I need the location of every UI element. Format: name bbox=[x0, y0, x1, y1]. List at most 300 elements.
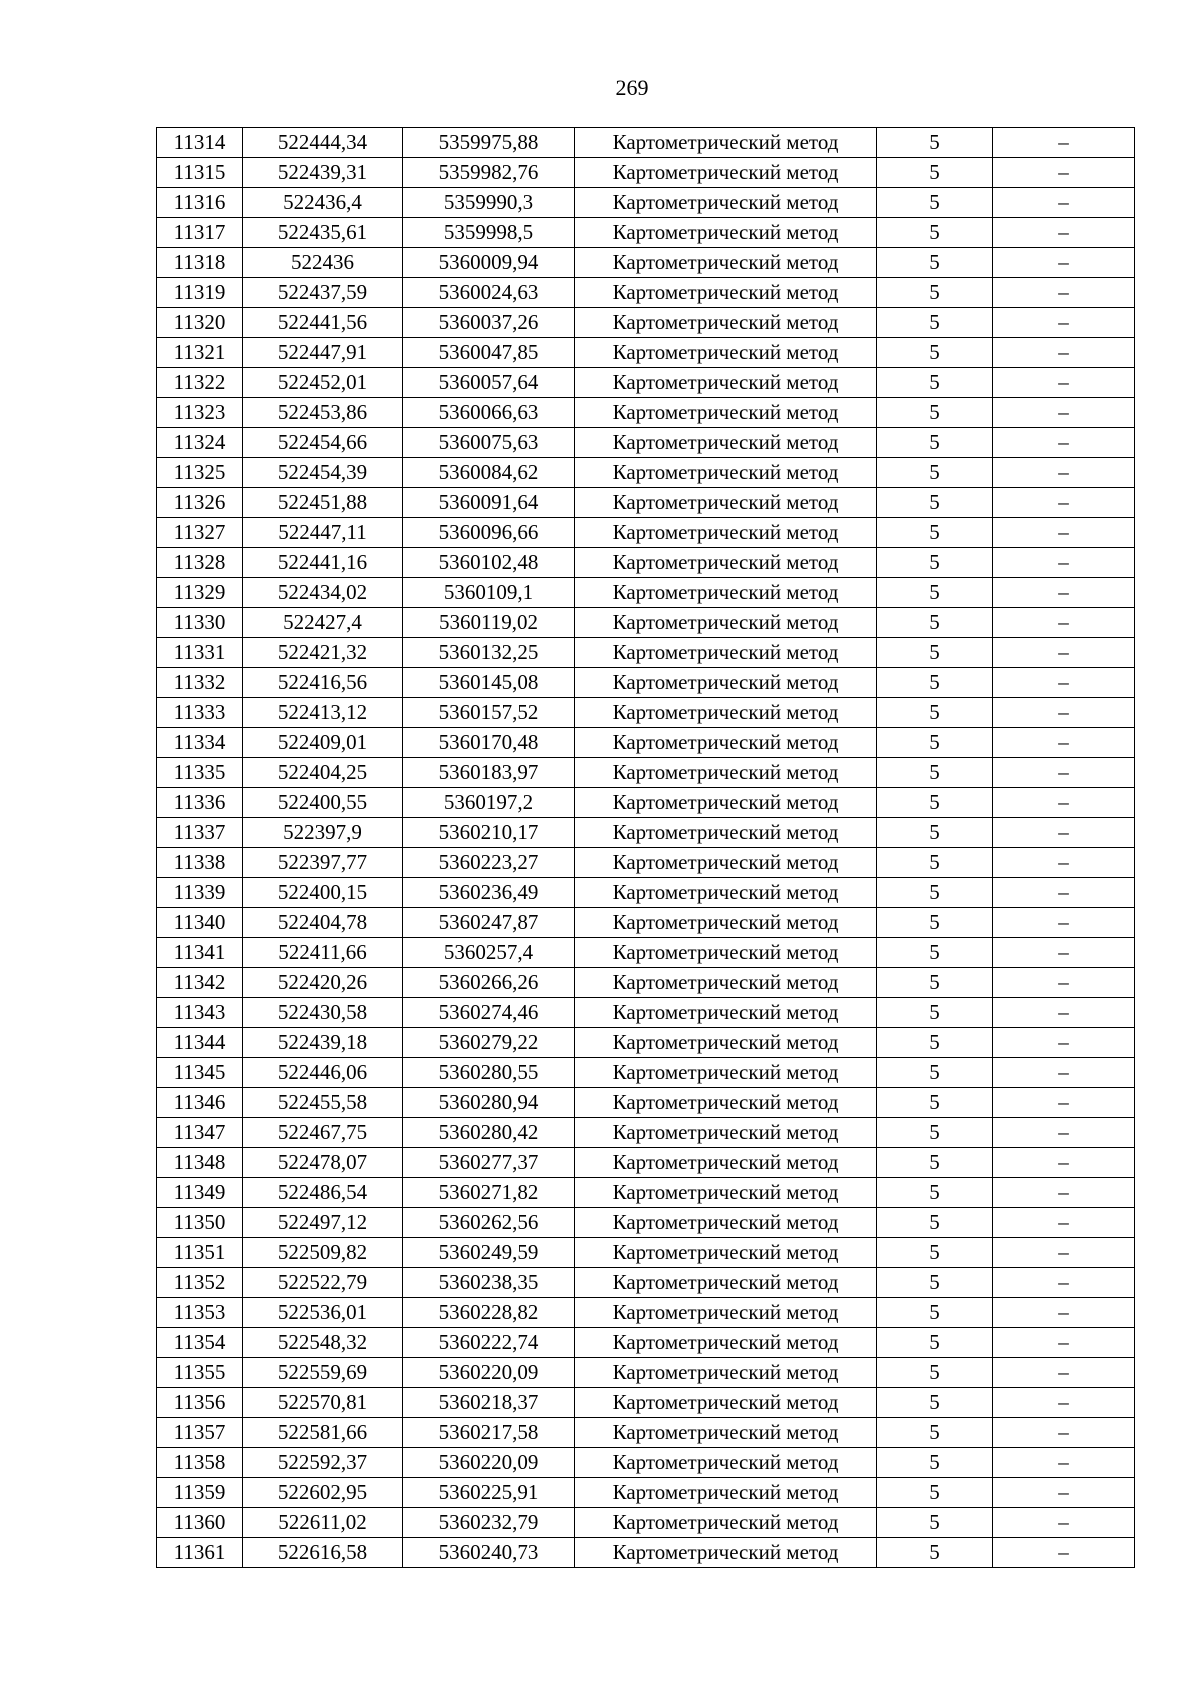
x-coordinate-cell: 522447,91 bbox=[243, 338, 403, 368]
method-cell: Картометрический метод bbox=[575, 1118, 877, 1148]
method-cell: Картометрический метод bbox=[575, 608, 877, 638]
table-row bbox=[157, 1478, 1135, 1508]
description-cell: – bbox=[993, 638, 1135, 668]
accuracy-cell: 5 bbox=[877, 1118, 993, 1148]
accuracy-cell: 5 bbox=[877, 698, 993, 728]
y-coordinate-cell: 5359998,5 bbox=[403, 218, 575, 248]
table-row bbox=[157, 698, 1135, 728]
y-coordinate-cell: 5360066,63 bbox=[403, 398, 575, 428]
x-coordinate-cell: 522439,31 bbox=[243, 158, 403, 188]
x-coordinate-cell: 522509,82 bbox=[243, 1238, 403, 1268]
description-cell: – bbox=[993, 458, 1135, 488]
table-row bbox=[157, 818, 1135, 848]
y-coordinate-cell: 5360132,25 bbox=[403, 638, 575, 668]
table-row bbox=[157, 968, 1135, 998]
description-cell: – bbox=[993, 1298, 1135, 1328]
y-coordinate-cell: 5360222,74 bbox=[403, 1328, 575, 1358]
x-coordinate-cell: 522452,01 bbox=[243, 368, 403, 398]
point-number-cell: 11356 bbox=[157, 1388, 243, 1418]
accuracy-cell: 5 bbox=[877, 248, 993, 278]
x-coordinate-cell: 522409,01 bbox=[243, 728, 403, 758]
y-coordinate-cell: 5360240,73 bbox=[403, 1538, 575, 1568]
x-coordinate-cell: 522453,86 bbox=[243, 398, 403, 428]
table-row bbox=[157, 338, 1135, 368]
x-coordinate-cell: 522430,58 bbox=[243, 998, 403, 1028]
method-cell: Картометрический метод bbox=[575, 1418, 877, 1448]
point-number-cell: 11348 bbox=[157, 1148, 243, 1178]
y-coordinate-cell: 5360280,55 bbox=[403, 1058, 575, 1088]
y-coordinate-cell: 5360280,94 bbox=[403, 1088, 575, 1118]
description-cell: – bbox=[993, 308, 1135, 338]
method-cell: Картометрический метод bbox=[575, 1178, 877, 1208]
description-cell: – bbox=[993, 398, 1135, 428]
table-row bbox=[157, 908, 1135, 938]
accuracy-cell: 5 bbox=[877, 1148, 993, 1178]
point-number-cell: 11357 bbox=[157, 1418, 243, 1448]
y-coordinate-cell: 5360197,2 bbox=[403, 788, 575, 818]
table-row bbox=[157, 1208, 1135, 1238]
y-coordinate-cell: 5360075,63 bbox=[403, 428, 575, 458]
method-cell: Картометрический метод bbox=[575, 1268, 877, 1298]
table-row bbox=[157, 1148, 1135, 1178]
accuracy-cell: 5 bbox=[877, 818, 993, 848]
description-cell: – bbox=[993, 1148, 1135, 1178]
description-cell: – bbox=[993, 518, 1135, 548]
description-cell: – bbox=[993, 908, 1135, 938]
coordinates-table-body bbox=[157, 128, 1135, 1568]
x-coordinate-cell: 522400,55 bbox=[243, 788, 403, 818]
accuracy-cell: 5 bbox=[877, 158, 993, 188]
point-number-cell: 11317 bbox=[157, 218, 243, 248]
table-row bbox=[157, 1418, 1135, 1448]
y-coordinate-cell: 5360249,59 bbox=[403, 1238, 575, 1268]
y-coordinate-cell: 5360119,02 bbox=[403, 608, 575, 638]
y-coordinate-cell: 5360009,94 bbox=[403, 248, 575, 278]
table-row bbox=[157, 1028, 1135, 1058]
y-coordinate-cell: 5360057,64 bbox=[403, 368, 575, 398]
x-coordinate-cell: 522404,25 bbox=[243, 758, 403, 788]
method-cell: Картометрический метод bbox=[575, 1358, 877, 1388]
description-cell: – bbox=[993, 188, 1135, 218]
x-coordinate-cell: 522559,69 bbox=[243, 1358, 403, 1388]
accuracy-cell: 5 bbox=[877, 668, 993, 698]
x-coordinate-cell: 522522,79 bbox=[243, 1268, 403, 1298]
method-cell: Картометрический метод bbox=[575, 1148, 877, 1178]
point-number-cell: 11344 bbox=[157, 1028, 243, 1058]
table-row bbox=[157, 368, 1135, 398]
y-coordinate-cell: 5360102,48 bbox=[403, 548, 575, 578]
method-cell: Картометрический метод bbox=[575, 1058, 877, 1088]
accuracy-cell: 5 bbox=[877, 1178, 993, 1208]
method-cell: Картометрический метод bbox=[575, 1508, 877, 1538]
accuracy-cell: 5 bbox=[877, 1388, 993, 1418]
point-number-cell: 11328 bbox=[157, 548, 243, 578]
point-number-cell: 11336 bbox=[157, 788, 243, 818]
y-coordinate-cell: 5360266,26 bbox=[403, 968, 575, 998]
point-number-cell: 11350 bbox=[157, 1208, 243, 1238]
y-coordinate-cell: 5360024,63 bbox=[403, 278, 575, 308]
y-coordinate-cell: 5360271,82 bbox=[403, 1178, 575, 1208]
point-number-cell: 11353 bbox=[157, 1298, 243, 1328]
description-cell: – bbox=[993, 1418, 1135, 1448]
description-cell: – bbox=[993, 1208, 1135, 1238]
x-coordinate-cell: 522427,4 bbox=[243, 608, 403, 638]
y-coordinate-cell: 5360236,49 bbox=[403, 878, 575, 908]
table-row bbox=[157, 518, 1135, 548]
method-cell: Картометрический метод bbox=[575, 1388, 877, 1418]
point-number-cell: 11332 bbox=[157, 668, 243, 698]
description-cell: – bbox=[993, 878, 1135, 908]
point-number-cell: 11338 bbox=[157, 848, 243, 878]
description-cell: – bbox=[993, 1538, 1135, 1568]
table-row bbox=[157, 638, 1135, 668]
accuracy-cell: 5 bbox=[877, 728, 993, 758]
method-cell: Картометрический метод bbox=[575, 998, 877, 1028]
y-coordinate-cell: 5360220,09 bbox=[403, 1448, 575, 1478]
coordinates-table bbox=[156, 127, 1135, 1568]
method-cell: Картометрический метод bbox=[575, 1238, 877, 1268]
point-number-cell: 11324 bbox=[157, 428, 243, 458]
description-cell: – bbox=[993, 728, 1135, 758]
method-cell: Картометрический метод bbox=[575, 128, 877, 158]
x-coordinate-cell: 522436,4 bbox=[243, 188, 403, 218]
x-coordinate-cell: 522446,06 bbox=[243, 1058, 403, 1088]
table-row bbox=[157, 728, 1135, 758]
table-row bbox=[157, 668, 1135, 698]
y-coordinate-cell: 5360145,08 bbox=[403, 668, 575, 698]
y-coordinate-cell: 5360037,26 bbox=[403, 308, 575, 338]
y-coordinate-cell: 5360170,48 bbox=[403, 728, 575, 758]
point-number-cell: 11360 bbox=[157, 1508, 243, 1538]
y-coordinate-cell: 5360091,64 bbox=[403, 488, 575, 518]
x-coordinate-cell: 522411,66 bbox=[243, 938, 403, 968]
accuracy-cell: 5 bbox=[877, 278, 993, 308]
y-coordinate-cell: 5360157,52 bbox=[403, 698, 575, 728]
description-cell: – bbox=[993, 608, 1135, 638]
table-row bbox=[157, 1088, 1135, 1118]
x-coordinate-cell: 522441,56 bbox=[243, 308, 403, 338]
accuracy-cell: 5 bbox=[877, 1418, 993, 1448]
table-row bbox=[157, 548, 1135, 578]
point-number-cell: 11354 bbox=[157, 1328, 243, 1358]
page-number: 269 bbox=[615, 75, 649, 100]
table-row bbox=[157, 938, 1135, 968]
description-cell: – bbox=[993, 428, 1135, 458]
point-number-cell: 11329 bbox=[157, 578, 243, 608]
accuracy-cell: 5 bbox=[877, 308, 993, 338]
accuracy-cell: 5 bbox=[877, 218, 993, 248]
description-cell: – bbox=[993, 848, 1135, 878]
description-cell: – bbox=[993, 578, 1135, 608]
description-cell: – bbox=[993, 938, 1135, 968]
method-cell: Картометрический метод bbox=[575, 338, 877, 368]
description-cell: – bbox=[993, 1028, 1135, 1058]
method-cell: Картометрический метод bbox=[575, 698, 877, 728]
table-row bbox=[157, 1268, 1135, 1298]
method-cell: Картометрический метод bbox=[575, 488, 877, 518]
method-cell: Картометрический метод bbox=[575, 638, 877, 668]
x-coordinate-cell: 522592,37 bbox=[243, 1448, 403, 1478]
point-number-cell: 11319 bbox=[157, 278, 243, 308]
x-coordinate-cell: 522421,32 bbox=[243, 638, 403, 668]
method-cell: Картометрический метод bbox=[575, 668, 877, 698]
point-number-cell: 11346 bbox=[157, 1088, 243, 1118]
x-coordinate-cell: 522467,75 bbox=[243, 1118, 403, 1148]
table-row bbox=[157, 1358, 1135, 1388]
description-cell: – bbox=[993, 1178, 1135, 1208]
point-number-cell: 11335 bbox=[157, 758, 243, 788]
description-cell: – bbox=[993, 1088, 1135, 1118]
y-coordinate-cell: 5360217,58 bbox=[403, 1418, 575, 1448]
table-row bbox=[157, 1448, 1135, 1478]
y-coordinate-cell: 5359990,3 bbox=[403, 188, 575, 218]
point-number-cell: 11349 bbox=[157, 1178, 243, 1208]
accuracy-cell: 5 bbox=[877, 1058, 993, 1088]
accuracy-cell: 5 bbox=[877, 578, 993, 608]
accuracy-cell: 5 bbox=[877, 1028, 993, 1058]
x-coordinate-cell: 522451,88 bbox=[243, 488, 403, 518]
description-cell: – bbox=[993, 668, 1135, 698]
table-row bbox=[157, 1238, 1135, 1268]
method-cell: Картометрический метод bbox=[575, 518, 877, 548]
x-coordinate-cell: 522581,66 bbox=[243, 1418, 403, 1448]
accuracy-cell: 5 bbox=[877, 368, 993, 398]
description-cell: – bbox=[993, 1358, 1135, 1388]
method-cell: Картометрический метод bbox=[575, 218, 877, 248]
point-number-cell: 11345 bbox=[157, 1058, 243, 1088]
method-cell: Картометрический метод bbox=[575, 758, 877, 788]
y-coordinate-cell: 5360257,4 bbox=[403, 938, 575, 968]
method-cell: Картометрический метод bbox=[575, 788, 877, 818]
accuracy-cell: 5 bbox=[877, 908, 993, 938]
y-coordinate-cell: 5360109,1 bbox=[403, 578, 575, 608]
accuracy-cell: 5 bbox=[877, 428, 993, 458]
description-cell: – bbox=[993, 368, 1135, 398]
accuracy-cell: 5 bbox=[877, 998, 993, 1028]
accuracy-cell: 5 bbox=[877, 1538, 993, 1568]
x-coordinate-cell: 522536,01 bbox=[243, 1298, 403, 1328]
description-cell: – bbox=[993, 758, 1135, 788]
y-coordinate-cell: 5360238,35 bbox=[403, 1268, 575, 1298]
point-number-cell: 11361 bbox=[157, 1538, 243, 1568]
description-cell: – bbox=[993, 1058, 1135, 1088]
y-coordinate-cell: 5360247,87 bbox=[403, 908, 575, 938]
method-cell: Картометрический метод bbox=[575, 428, 877, 458]
accuracy-cell: 5 bbox=[877, 518, 993, 548]
point-number-cell: 11355 bbox=[157, 1358, 243, 1388]
table-row bbox=[157, 248, 1135, 278]
y-coordinate-cell: 5360225,91 bbox=[403, 1478, 575, 1508]
y-coordinate-cell: 5360232,79 bbox=[403, 1508, 575, 1538]
table-row bbox=[157, 1178, 1135, 1208]
description-cell: – bbox=[993, 278, 1135, 308]
table-row bbox=[157, 128, 1135, 158]
method-cell: Картометрический метод bbox=[575, 968, 877, 998]
x-coordinate-cell: 522486,54 bbox=[243, 1178, 403, 1208]
x-coordinate-cell: 522413,12 bbox=[243, 698, 403, 728]
description-cell: – bbox=[993, 788, 1135, 818]
table-row bbox=[157, 188, 1135, 218]
method-cell: Картометрический метод bbox=[575, 188, 877, 218]
table-row bbox=[157, 1538, 1135, 1568]
x-coordinate-cell: 522397,9 bbox=[243, 818, 403, 848]
method-cell: Картометрический метод bbox=[575, 728, 877, 758]
y-coordinate-cell: 5360183,97 bbox=[403, 758, 575, 788]
point-number-cell: 11327 bbox=[157, 518, 243, 548]
point-number-cell: 11341 bbox=[157, 938, 243, 968]
method-cell: Картометрический метод bbox=[575, 1208, 877, 1238]
table-row bbox=[157, 1508, 1135, 1538]
accuracy-cell: 5 bbox=[877, 758, 993, 788]
table-row bbox=[157, 788, 1135, 818]
y-coordinate-cell: 5360277,37 bbox=[403, 1148, 575, 1178]
table-row bbox=[157, 458, 1135, 488]
description-cell: – bbox=[993, 1508, 1135, 1538]
accuracy-cell: 5 bbox=[877, 398, 993, 428]
y-coordinate-cell: 5360274,46 bbox=[403, 998, 575, 1028]
description-cell: – bbox=[993, 1388, 1135, 1418]
x-coordinate-cell: 522454,66 bbox=[243, 428, 403, 458]
accuracy-cell: 5 bbox=[877, 1208, 993, 1238]
description-cell: – bbox=[993, 1118, 1135, 1148]
table-row bbox=[157, 878, 1135, 908]
table-row bbox=[157, 1058, 1135, 1088]
x-coordinate-cell: 522420,26 bbox=[243, 968, 403, 998]
x-coordinate-cell: 522602,95 bbox=[243, 1478, 403, 1508]
x-coordinate-cell: 522434,02 bbox=[243, 578, 403, 608]
table-row bbox=[157, 1388, 1135, 1418]
x-coordinate-cell: 522437,59 bbox=[243, 278, 403, 308]
accuracy-cell: 5 bbox=[877, 1298, 993, 1328]
method-cell: Картометрический метод bbox=[575, 278, 877, 308]
point-number-cell: 11333 bbox=[157, 698, 243, 728]
table-row bbox=[157, 998, 1135, 1028]
method-cell: Картометрический метод bbox=[575, 578, 877, 608]
method-cell: Картометрический метод bbox=[575, 938, 877, 968]
x-coordinate-cell: 522570,81 bbox=[243, 1388, 403, 1418]
accuracy-cell: 5 bbox=[877, 1088, 993, 1118]
y-coordinate-cell: 5360262,56 bbox=[403, 1208, 575, 1238]
point-number-cell: 11322 bbox=[157, 368, 243, 398]
x-coordinate-cell: 522548,32 bbox=[243, 1328, 403, 1358]
point-number-cell: 11347 bbox=[157, 1118, 243, 1148]
table-row bbox=[157, 758, 1135, 788]
method-cell: Картометрический метод bbox=[575, 848, 877, 878]
y-coordinate-cell: 5360220,09 bbox=[403, 1358, 575, 1388]
method-cell: Картометрический метод bbox=[575, 548, 877, 578]
x-coordinate-cell: 522397,77 bbox=[243, 848, 403, 878]
method-cell: Картометрический метод bbox=[575, 248, 877, 278]
method-cell: Картометрический метод bbox=[575, 818, 877, 848]
description-cell: – bbox=[993, 488, 1135, 518]
point-number-cell: 11316 bbox=[157, 188, 243, 218]
accuracy-cell: 5 bbox=[877, 938, 993, 968]
y-coordinate-cell: 5360210,17 bbox=[403, 818, 575, 848]
x-coordinate-cell: 522404,78 bbox=[243, 908, 403, 938]
method-cell: Картометрический метод bbox=[575, 368, 877, 398]
table-row bbox=[157, 158, 1135, 188]
x-coordinate-cell: 522416,56 bbox=[243, 668, 403, 698]
x-coordinate-cell: 522435,61 bbox=[243, 218, 403, 248]
table-row bbox=[157, 1328, 1135, 1358]
point-number-cell: 11323 bbox=[157, 398, 243, 428]
accuracy-cell: 5 bbox=[877, 128, 993, 158]
method-cell: Картометрический метод bbox=[575, 1328, 877, 1358]
x-coordinate-cell: 522455,58 bbox=[243, 1088, 403, 1118]
y-coordinate-cell: 5360084,62 bbox=[403, 458, 575, 488]
point-number-cell: 11339 bbox=[157, 878, 243, 908]
accuracy-cell: 5 bbox=[877, 338, 993, 368]
y-coordinate-cell: 5360279,22 bbox=[403, 1028, 575, 1058]
method-cell: Картометрический метод bbox=[575, 878, 877, 908]
x-coordinate-cell: 522447,11 bbox=[243, 518, 403, 548]
method-cell: Картометрический метод bbox=[575, 1028, 877, 1058]
point-number-cell: 11351 bbox=[157, 1238, 243, 1268]
description-cell: – bbox=[993, 158, 1135, 188]
y-coordinate-cell: 5360223,27 bbox=[403, 848, 575, 878]
method-cell: Картометрический метод bbox=[575, 1298, 877, 1328]
point-number-cell: 11343 bbox=[157, 998, 243, 1028]
point-number-cell: 11334 bbox=[157, 728, 243, 758]
accuracy-cell: 5 bbox=[877, 1328, 993, 1358]
x-coordinate-cell: 522436 bbox=[243, 248, 403, 278]
accuracy-cell: 5 bbox=[877, 188, 993, 218]
point-number-cell: 11315 bbox=[157, 158, 243, 188]
y-coordinate-cell: 5359982,76 bbox=[403, 158, 575, 188]
accuracy-cell: 5 bbox=[877, 548, 993, 578]
x-coordinate-cell: 522454,39 bbox=[243, 458, 403, 488]
accuracy-cell: 5 bbox=[877, 968, 993, 998]
accuracy-cell: 5 bbox=[877, 1508, 993, 1538]
description-cell: – bbox=[993, 128, 1135, 158]
method-cell: Картометрический метод bbox=[575, 908, 877, 938]
method-cell: Картометрический метод bbox=[575, 308, 877, 338]
point-number-cell: 11331 bbox=[157, 638, 243, 668]
point-number-cell: 11320 bbox=[157, 308, 243, 338]
description-cell: – bbox=[993, 1268, 1135, 1298]
accuracy-cell: 5 bbox=[877, 848, 993, 878]
point-number-cell: 11321 bbox=[157, 338, 243, 368]
description-cell: – bbox=[993, 1478, 1135, 1508]
point-number-cell: 11326 bbox=[157, 488, 243, 518]
table-row bbox=[157, 848, 1135, 878]
accuracy-cell: 5 bbox=[877, 1478, 993, 1508]
table-row bbox=[157, 278, 1135, 308]
point-number-cell: 11314 bbox=[157, 128, 243, 158]
x-coordinate-cell: 522497,12 bbox=[243, 1208, 403, 1238]
x-coordinate-cell: 522444,34 bbox=[243, 128, 403, 158]
point-number-cell: 11358 bbox=[157, 1448, 243, 1478]
y-coordinate-cell: 5360096,66 bbox=[403, 518, 575, 548]
accuracy-cell: 5 bbox=[877, 1268, 993, 1298]
point-number-cell: 11318 bbox=[157, 248, 243, 278]
table-row bbox=[157, 608, 1135, 638]
description-cell: – bbox=[993, 998, 1135, 1028]
point-number-cell: 11359 bbox=[157, 1478, 243, 1508]
method-cell: Картометрический метод bbox=[575, 398, 877, 428]
y-coordinate-cell: 5360228,82 bbox=[403, 1298, 575, 1328]
point-number-cell: 11325 bbox=[157, 458, 243, 488]
accuracy-cell: 5 bbox=[877, 608, 993, 638]
table-row bbox=[157, 428, 1135, 458]
table-row bbox=[157, 1118, 1135, 1148]
x-coordinate-cell: 522478,07 bbox=[243, 1148, 403, 1178]
description-cell: – bbox=[993, 1448, 1135, 1478]
table-row bbox=[157, 218, 1135, 248]
method-cell: Картометрический метод bbox=[575, 1088, 877, 1118]
description-cell: – bbox=[993, 248, 1135, 278]
x-coordinate-cell: 522441,16 bbox=[243, 548, 403, 578]
